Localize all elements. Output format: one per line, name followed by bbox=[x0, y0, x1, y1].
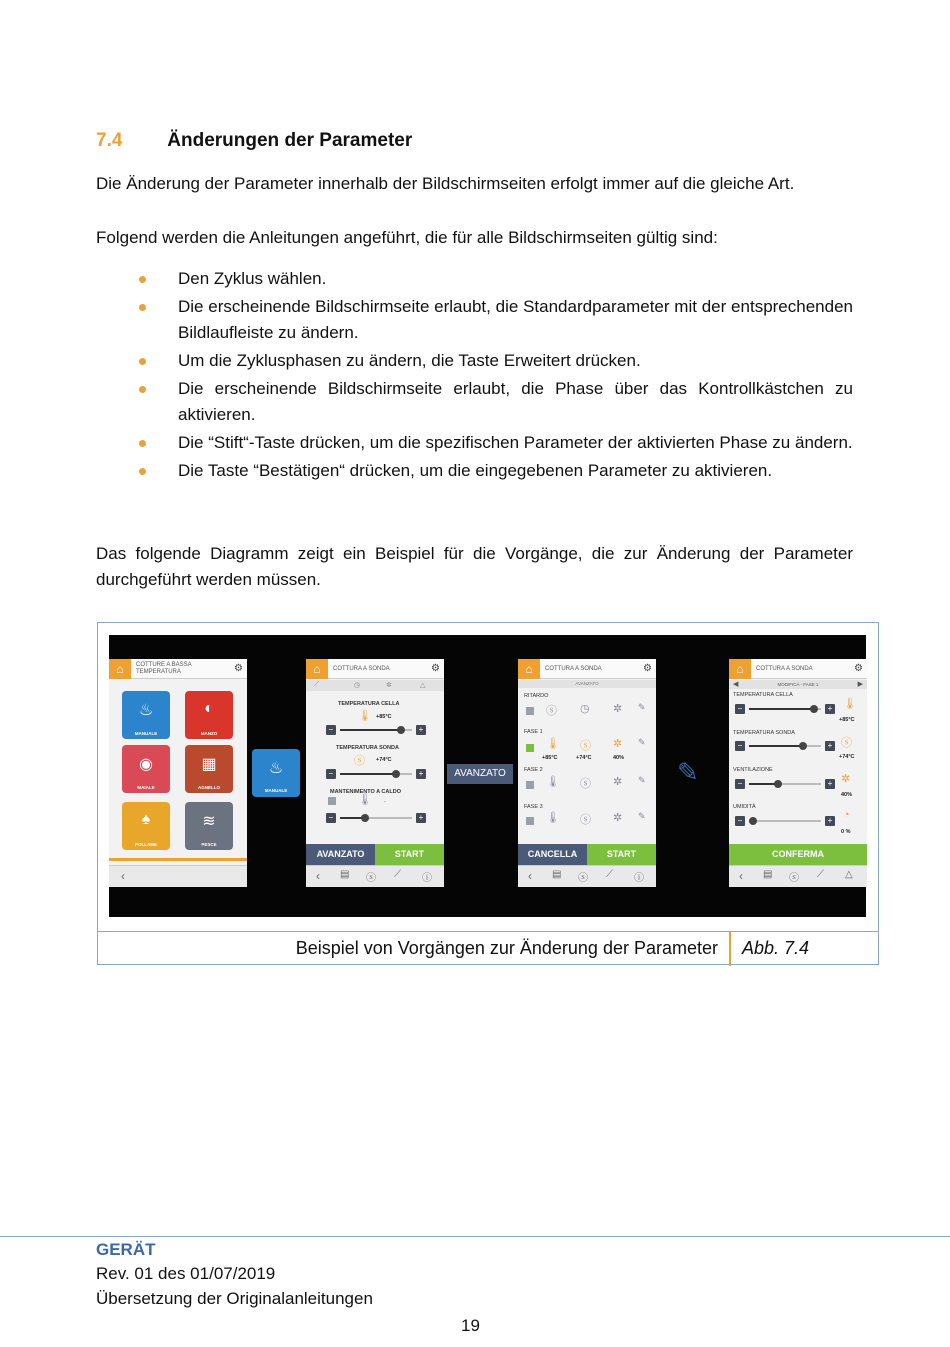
checkbox-checked[interactable] bbox=[526, 744, 534, 752]
start-button[interactable]: START bbox=[587, 844, 656, 865]
phase-label: FASE 3 bbox=[524, 804, 543, 810]
param-value: 0 % bbox=[841, 829, 851, 835]
slider-probe-temp[interactable] bbox=[326, 769, 426, 779]
list-item: Die “Stift“-Taste drücken, um die spezifischen Parameter der aktivierten Phase zu ändern. bbox=[96, 430, 853, 456]
action-bar bbox=[306, 844, 444, 865]
phase-value: +85°C bbox=[542, 755, 558, 761]
footer-divider bbox=[0, 1236, 950, 1237]
chart-icon[interactable]: ⟋ bbox=[606, 869, 613, 880]
home-icon[interactable]: ⌂ bbox=[729, 659, 751, 679]
screen-header bbox=[306, 659, 444, 679]
back-icon[interactable]: ‹ bbox=[121, 869, 125, 883]
screen-header bbox=[729, 659, 867, 679]
phase-nav bbox=[729, 680, 867, 689]
drumstick-icon: ♠ bbox=[141, 811, 151, 828]
tile-pesce[interactable]: ≋ PESCE bbox=[185, 802, 233, 850]
bullet-icon bbox=[139, 386, 146, 393]
param-label: TEMPERATURA SONDA bbox=[733, 730, 795, 736]
page-number: 19 bbox=[461, 1316, 480, 1335]
intro-paragraph-1: Die Änderung der Parameter innerhalb der Bildschirmseiten erfolgt immer auf die gleiche Art. bbox=[96, 174, 795, 193]
pencil-icon[interactable]: ✎ bbox=[638, 737, 646, 747]
fan-icon: ✲ bbox=[613, 703, 623, 715]
param-label: TEMPERATURA CELLA bbox=[733, 692, 793, 698]
home-icon[interactable]: ⌂ bbox=[518, 659, 540, 679]
slider-hold-warm[interactable] bbox=[326, 813, 426, 823]
figure-caption-row bbox=[98, 931, 878, 965]
cancel-button[interactable]: CANCELLA bbox=[518, 844, 587, 865]
home-icon[interactable]: ⌂ bbox=[306, 659, 328, 679]
book-icon[interactable]: ▤ bbox=[763, 869, 773, 880]
next-icon[interactable]: ▶ bbox=[857, 681, 863, 688]
probe-tab-icon[interactable]: ⟋ bbox=[314, 681, 319, 688]
screen-title: COTTURA A SONDA bbox=[756, 666, 813, 672]
param-value: +85°C bbox=[839, 717, 855, 723]
list-item: Die erscheinende Bildschirmseite erlaubt, die Phase über das Kontrollkästchen zu aktivieren. bbox=[96, 376, 853, 428]
phase-label: RITARDO bbox=[524, 693, 549, 699]
fan-icon: ✲ bbox=[613, 812, 623, 824]
tab-row bbox=[306, 680, 444, 691]
plus-button[interactable]: + bbox=[416, 813, 426, 823]
clock-icon: ◷ bbox=[580, 703, 590, 715]
thermometer-icon: 🌡 bbox=[358, 794, 372, 806]
intro-paragraph-2: Folgend werden die Anleitungen angeführt, die für alle Bildschirmseiten gültig sind: bbox=[96, 228, 718, 247]
slider-cell-temp[interactable] bbox=[735, 704, 839, 714]
tile-maiale[interactable]: ◉ MAIALE bbox=[122, 745, 170, 793]
orange-divider bbox=[109, 858, 247, 861]
action-bar bbox=[729, 844, 867, 865]
avanzato-step-label: AVANZATO bbox=[447, 764, 513, 784]
plus-button[interactable]: + bbox=[416, 769, 426, 779]
param-value: +85°C bbox=[376, 714, 392, 720]
slider-humidity[interactable] bbox=[735, 816, 839, 826]
instruction-list bbox=[96, 266, 853, 486]
slider-knob[interactable] bbox=[774, 780, 782, 788]
list-item: Die erscheinende Bildschirmseite erlaubt, die Standardparameter mit der entsprechenden Bildlaufleiste zu ändern. bbox=[96, 294, 853, 346]
param-value: 40% bbox=[841, 792, 853, 798]
screen-footer bbox=[518, 865, 656, 887]
home-icon[interactable]: ⌂ bbox=[109, 659, 131, 679]
screen-advanced bbox=[518, 659, 656, 887]
probe-icon[interactable]: ⓢ bbox=[789, 873, 799, 884]
plus-button[interactable]: + bbox=[825, 779, 835, 789]
phase-value: 40% bbox=[613, 755, 625, 761]
manuale-tile-selected: ♨ MANUALE bbox=[252, 749, 300, 797]
section-title: Änderungen der Parameter bbox=[167, 130, 413, 151]
param-label: MANTENIMENTO A CALDO bbox=[330, 789, 401, 795]
help-icon[interactable]: ⓘ bbox=[634, 873, 644, 884]
caption-separator bbox=[729, 932, 731, 966]
pot-icon: ♨ bbox=[138, 702, 154, 719]
slider-probe-temp[interactable] bbox=[735, 741, 839, 751]
footer-revision: Rev. 01 des 01/07/2019 bbox=[96, 1264, 276, 1283]
screen-title: COTTURE A BASSA TEMPERATURA bbox=[136, 662, 192, 675]
slider-knob[interactable] bbox=[392, 770, 400, 778]
param-label: TEMPERATURA SONDA bbox=[336, 745, 399, 751]
probe-icon: ⓢ bbox=[841, 737, 852, 749]
probe-icon: ⓢ bbox=[546, 705, 557, 717]
pig-icon: ◉ bbox=[139, 756, 153, 773]
action-bar bbox=[518, 844, 656, 865]
probe-icon[interactable]: ⓢ bbox=[366, 873, 376, 884]
plus-button[interactable]: + bbox=[416, 725, 426, 735]
steak-icon: ◐ bbox=[204, 700, 214, 717]
checkbox[interactable] bbox=[526, 817, 534, 825]
fan-icon: ✲ bbox=[841, 773, 851, 785]
pencil-icon[interactable]: ✎ bbox=[638, 775, 646, 785]
tile-manzo[interactable]: ◐ MANZO bbox=[185, 691, 233, 739]
fan-tab-icon[interactable]: ✲ bbox=[386, 682, 392, 689]
prev-icon[interactable]: ◀ bbox=[733, 681, 739, 688]
bullet-icon bbox=[139, 440, 146, 447]
slider-knob[interactable] bbox=[810, 705, 818, 713]
probe-icon[interactable]: ⓢ bbox=[578, 873, 588, 884]
settings-icon[interactable]: ⚙ bbox=[431, 663, 440, 674]
tile-manuale[interactable]: ♨ MANUALE bbox=[122, 691, 170, 739]
footer-translation: Übersetzung der Originalanleitungen bbox=[96, 1289, 373, 1308]
screen-header bbox=[518, 659, 656, 679]
screen-edit-phase bbox=[729, 659, 867, 887]
book-icon[interactable]: ▤ bbox=[552, 869, 562, 880]
list-item: Um die Zyklusphasen zu ändern, die Taste Erweitert drücken. bbox=[96, 348, 853, 374]
figure-image bbox=[109, 635, 866, 917]
slider-knob[interactable] bbox=[749, 817, 757, 825]
fish-icon: ≋ bbox=[202, 813, 216, 830]
plus-button[interactable]: + bbox=[825, 816, 835, 826]
checkbox[interactable] bbox=[526, 707, 534, 715]
back-icon[interactable]: ‹ bbox=[739, 869, 743, 883]
book-icon[interactable]: ▤ bbox=[340, 869, 350, 880]
param-label: VENTILAZIONE bbox=[733, 767, 773, 773]
slider-knob[interactable] bbox=[799, 742, 807, 750]
start-button[interactable]: START bbox=[375, 844, 444, 865]
phase-label: FASE 2 bbox=[524, 767, 543, 773]
probe-icon: ⓢ bbox=[354, 755, 365, 767]
minus-button[interactable]: − bbox=[326, 813, 336, 823]
thermometer-icon: 🌡 bbox=[546, 776, 560, 788]
phase-value: +74°C bbox=[576, 755, 592, 761]
section-number: 7.4 bbox=[96, 130, 123, 151]
pencil-icon[interactable]: ✎ bbox=[638, 702, 646, 712]
phase-label: FASE 1 bbox=[524, 729, 543, 735]
settings-icon[interactable]: ⚙ bbox=[234, 663, 243, 674]
bullet-icon bbox=[139, 468, 146, 475]
alert-tab-icon[interactable]: △ bbox=[420, 682, 426, 689]
screen-footer bbox=[729, 865, 867, 887]
alert-icon[interactable]: △ bbox=[845, 869, 853, 880]
thermometer-icon: 🌡 bbox=[546, 812, 560, 824]
screen-footer bbox=[306, 865, 444, 887]
pencil-icon: ✎ bbox=[677, 757, 699, 787]
tile-pollame[interactable]: ♠ POLLAME bbox=[122, 802, 170, 850]
fan-icon: ✲ bbox=[613, 738, 623, 750]
pencil-icon[interactable]: ✎ bbox=[638, 811, 646, 821]
section-heading bbox=[96, 130, 412, 152]
figure-caption: Beispiel von Vorgängen zur Änderung der Parameter bbox=[295, 938, 718, 958]
tile-agnello[interactable]: ▦ AGNELLO bbox=[185, 745, 233, 793]
screen-footer bbox=[109, 865, 247, 887]
screen-probe-cooking bbox=[306, 659, 444, 887]
slider-knob[interactable] bbox=[397, 726, 405, 734]
slider-knob[interactable] bbox=[361, 814, 369, 822]
list-item: Die Taste “Bestätigen“ drücken, um die eingegebenen Parameter zu aktivieren. bbox=[96, 458, 853, 484]
probe-icon: ⓢ bbox=[580, 814, 591, 826]
fan-icon: ✲ bbox=[613, 776, 623, 788]
chart-icon[interactable]: ⟋ bbox=[817, 869, 824, 880]
chart-icon[interactable]: ⟋ bbox=[394, 869, 401, 880]
sub-bar: AVANZATO bbox=[518, 680, 656, 688]
settings-icon[interactable]: ⚙ bbox=[643, 663, 652, 674]
humidity-icon: ◔ bbox=[843, 809, 850, 821]
advanced-button[interactable]: AVANZATO bbox=[306, 844, 375, 865]
minus-button[interactable]: − bbox=[735, 816, 745, 826]
phase-nav-title: MODIFICA - FASE 1 bbox=[777, 682, 819, 687]
param-label: TEMPERATURA CELLA bbox=[338, 701, 400, 707]
param-value: - bbox=[384, 799, 386, 805]
figure bbox=[97, 622, 879, 965]
plus-button[interactable]: + bbox=[825, 741, 835, 751]
param-value: +74°C bbox=[376, 757, 392, 763]
checkbox[interactable] bbox=[328, 797, 336, 805]
footer-brand: GERÄT bbox=[96, 1240, 156, 1259]
minus-button[interactable]: − bbox=[326, 769, 336, 779]
list-item: Den Zyklus wählen. bbox=[96, 266, 853, 292]
plus-button[interactable]: + bbox=[825, 704, 835, 714]
param-label: UMIDITÀ bbox=[733, 804, 756, 810]
pot-icon: ♨ bbox=[268, 760, 284, 777]
figure-label: Abb. 7.4 bbox=[742, 938, 810, 958]
slider-ventilation[interactable] bbox=[735, 779, 839, 789]
diagram-intro: Das folgende Diagramm zeigt ein Beispiel für die Vorgänge, die zur Änderung der Parameter durchgeführt werden müssen. bbox=[96, 544, 853, 589]
settings-icon[interactable]: ⚙ bbox=[854, 663, 863, 674]
minus-button[interactable]: − bbox=[735, 741, 745, 751]
confirm-button[interactable]: CONFERMA bbox=[729, 844, 867, 865]
thermometer-icon: 🌡 bbox=[358, 710, 372, 722]
minus-button[interactable]: − bbox=[735, 779, 745, 789]
lamb-icon: ▦ bbox=[201, 756, 217, 773]
slider-cell-temp[interactable] bbox=[326, 725, 426, 735]
bullet-icon bbox=[139, 304, 146, 311]
probe-icon: ⓢ bbox=[580, 740, 591, 752]
back-icon[interactable]: ‹ bbox=[316, 869, 320, 883]
param-value: +74°C bbox=[839, 754, 855, 760]
screen-header bbox=[109, 659, 247, 679]
thermometer-icon: 🌡 bbox=[546, 738, 560, 750]
minus-button[interactable]: − bbox=[326, 725, 336, 735]
bullet-icon bbox=[139, 276, 146, 283]
checkbox[interactable] bbox=[526, 781, 534, 789]
back-icon[interactable]: ‹ bbox=[528, 869, 532, 883]
probe-icon: ⓢ bbox=[580, 778, 591, 790]
screen-title: COTTURA A SONDA bbox=[545, 666, 602, 672]
bullet-icon bbox=[139, 358, 146, 365]
screen-title: COTTURA A SONDA bbox=[333, 666, 390, 672]
help-icon[interactable]: ⓘ bbox=[422, 873, 432, 884]
clock-tab-icon[interactable]: ◷ bbox=[354, 682, 361, 689]
thermometer-icon: 🌡 bbox=[843, 698, 857, 710]
minus-button[interactable]: − bbox=[735, 704, 745, 714]
screen-cycle-selection bbox=[109, 659, 247, 887]
